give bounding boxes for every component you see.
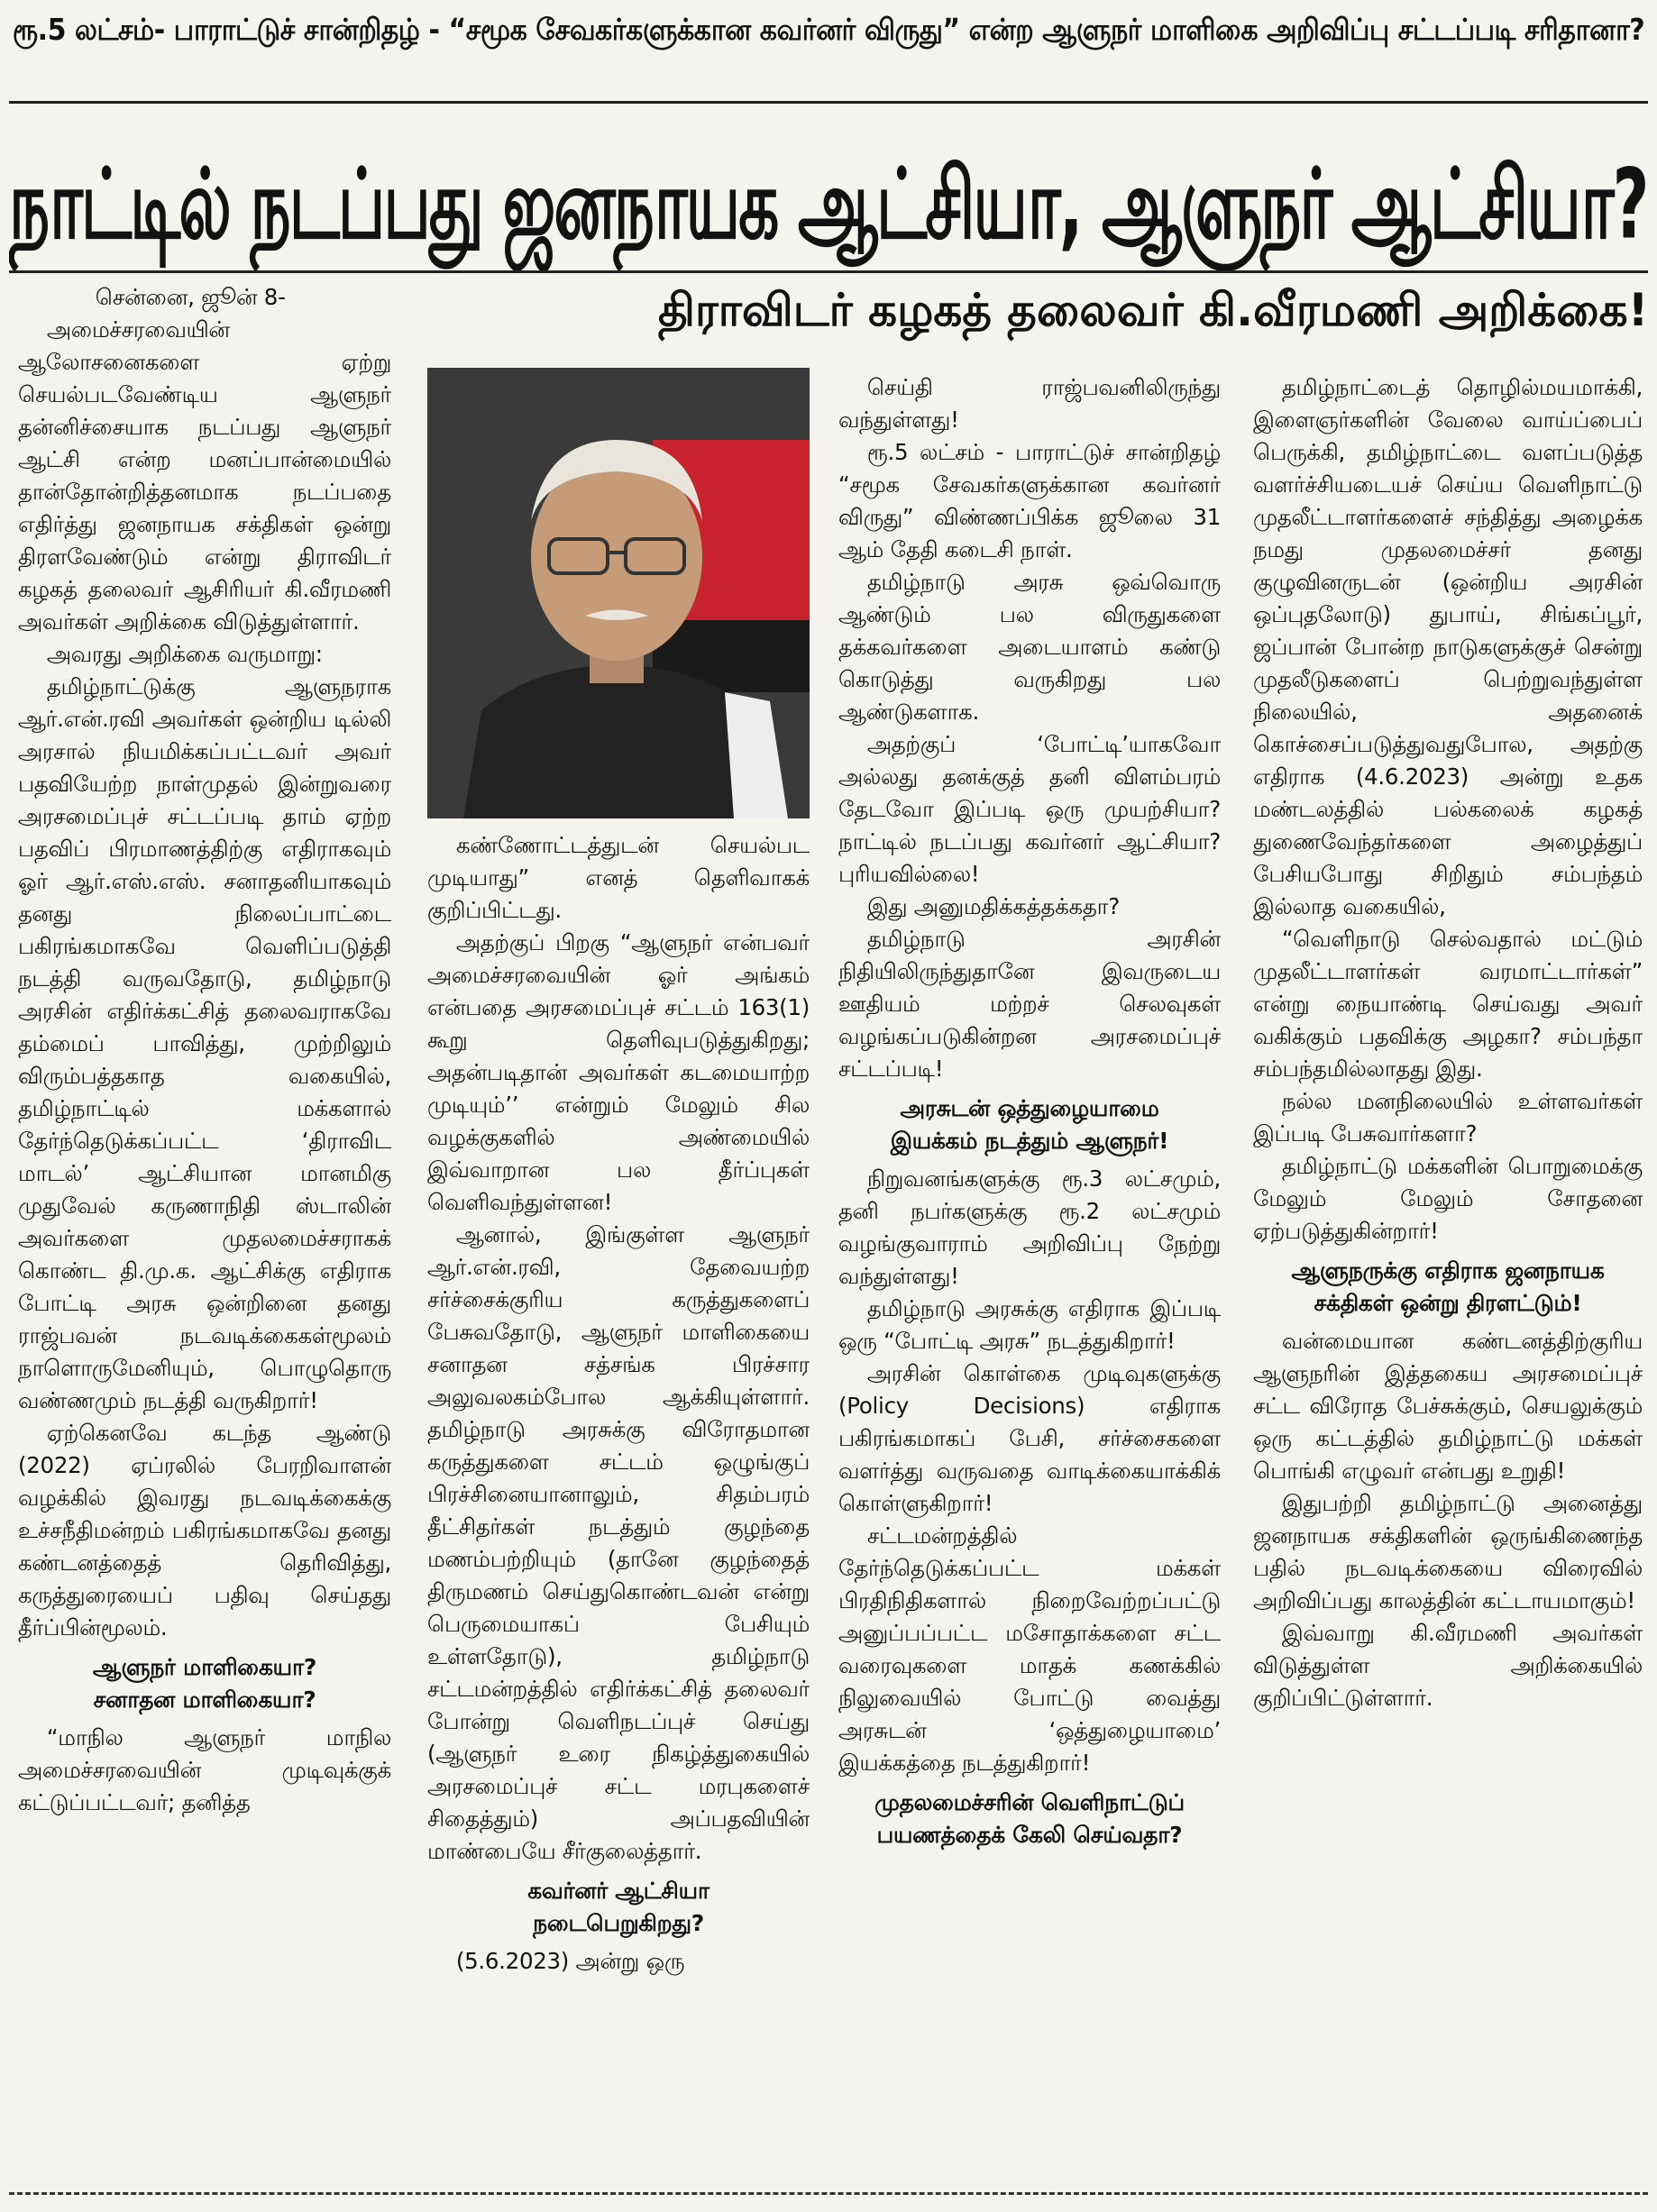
paragraph: செய்தி ராஜ்பவனிலிருந்து வந்துள்ளது! — [838, 374, 1221, 433]
paragraph: அமைச்சரவையின் ஆலோசனைகளை ஏற்று செயல்படவேண்டிய ஆளுநர் தன்னிச்சையாக நடப்பது ஆளுநர் ஆட்சி என்ற மனப்பான்மையில் தான்தோன்றித்தனமாக நடப்பதை எதிர்த்து ஜனநாயக சக்திகள் ஒன்று திரளவேண்டும் என்று திராவிடர் கழகத் தலைவர் ஆசிரியர் கி.வீரமணி அவர்கள் அறிக்கை விடுத்துள்ளார். — [18, 316, 391, 635]
paragraph: இதுபற்றி தமிழ்நாட்டு அனைத்து ஜனநாயக சக்திகளின் ஒருங்கிணைந்த பதில் நடவடிக்கையை விரைவில் அறிவிப்பது காலத்தின் கட்டாயமாகும்! — [1253, 1490, 1643, 1613]
main-headline: நாட்டில் நடப்பது ஜனநாயக ஆட்சியா, ஆளுநர் ஆட்சியா? — [9, 148, 1648, 261]
dateline: சென்னை, ஜூன் 8- — [95, 284, 286, 310]
subheading-line: சக்திகள் ஒன்று திரளட்டும்! — [1314, 1290, 1582, 1316]
subheading-line: முதலமைச்சரின் வெளிநாட்டுப் — [874, 1789, 1185, 1815]
paragraph: தமிழ்நாட்டு மக்களின் பொறுமைக்கு மேலும் மேலும் சோதனை ஏற்படுத்துகின்றார்! — [1253, 1153, 1643, 1244]
subheading-line: கவர்னர் ஆட்சியா — [527, 1878, 709, 1904]
paragraph: அரசின் கொள்கை முடிவுகளுக்கு (Policy Decisions) எதிராக பகிரங்கமாகப் பேசி, சர்ச்சைகளை வளர்த்து வருவதை வாடிக்கையாக்கிக் கொள்ளுகிறார்! — [838, 1360, 1221, 1516]
paragraph: தமிழ்நாடு அரசு ஒவ்வொரு ஆண்டும் பல விருதுகளை தக்கவர்களை அடையாளம் கண்டு கொடுத்து வருகிறது பல ஆண்டுகளாக. — [838, 569, 1221, 725]
section-subheading — [427, 1875, 810, 1940]
paragraph: சட்டமன்றத்தில் தேர்ந்தெடுக்கப்பட்ட மக்கள் பிரதிநிதிகளால் நிறைவேற்றப்பட்டு அனுப்பப்பட்ட மசோதாக்களை சட்ட வரைவுகளை மாதக் கணக்கில் நிலுவையில் போட்டு வைத்து அரசுடன் ‘ஒத்துழையாமை’ இயக்கத்தை நடத்துகிறார்! — [838, 1522, 1221, 1776]
subheading-line: ஆளுநருக்கு எதிராக ஜனநாயக — [1291, 1257, 1605, 1284]
section-subheading — [838, 1092, 1221, 1157]
paragraph: இது அனுமதிக்கத்தக்கதா? — [866, 893, 1121, 919]
paragraph: அவரது அறிக்கை வருமாறு: — [46, 641, 323, 667]
article-column-3 — [838, 371, 1221, 2183]
subheading-line: இயக்கம் நடத்தும் ஆளுநர்! — [890, 1128, 1169, 1154]
section-subheading — [18, 1651, 391, 1716]
paragraph: அதற்குப் ‘போட்டி’யாகவோ அல்லது தனக்குத் தனி விளம்பரம் தேடவோ இப்படி ஒரு முயற்சியா? நாட்டில் நடப்பது கவர்னர் ஆட்சியா? புரியவில்லை! — [838, 731, 1221, 887]
article-column-1 — [18, 281, 391, 2183]
paragraph: (5.6.2023) அன்று ஒரு — [455, 1948, 685, 1974]
portrait-illustration — [427, 368, 810, 818]
paragraph: ஆனால், இங்குள்ள ஆளுநர் ஆர்.என்.ரவி, தேவையற்ற சர்ச்சைக்குரிய கருத்துகளைப் பேசுவதோடு, ஆளுநர் மாளிகையை சனாதன சத்சங்க பிரச்சார அலுவலகம்போல ஆக்கியுள்ளார். தமிழ்நாடு அரசுக்கு விரோதமான கருத்துகளை சட்டம் ஒழுங்குப் பிரச்சினையானாலும், சிதம்பரம் தீட்சிதர்கள் நடத்தும் குழந்தை மணம்பற்றியும் (தானே குழந்தைத் திருமணம் செய்துகொண்டவன் என்று பெருமையாகப் பேசியும் உள்ளதோடு), தமிழ்நாடு சட்டமன்றத்தில் எதிர்க்கட்சித் தலைவர் போன்று வெளிநடப்புச் செய்து (ஆளுநர் உரை நிகழ்த்துகையில் அரசமைப்புச் சட்ட மரபுகளைச் சிதைத்தும்) அப்பதவியின் மாண்பையே சீர்குலைத்தார். — [427, 1221, 810, 1864]
subheading-line: அரசுடன் ஒத்துழையாமை — [900, 1095, 1159, 1121]
kicker-headline: ரூ.5 லட்சம்- பாராட்டுச் சான்றிதழ் - “சமூக சேவகர்களுக்கான கவர்னர் விருது” என்ற ஆளுநர் மாளிகை அறிவிப்பு சட்டப்படி சரிதானா? — [13, 12, 1645, 47]
paragraph: வன்மையான கண்டனத்திற்குரிய ஆளுநரின் இத்தகைய அரசமைப்புச் சட்ட விரோத பேச்சுக்கும், செயலுக்கும் ஒரு கட்டத்தில் தமிழ்நாட்டு மக்கள் பொங்கி எழுவர் என்பது உறுதி! — [1253, 1328, 1643, 1484]
paragraph: அதற்குப் பிறகு “ஆளுநர் என்பவர் அமைச்சரவையின் ஓர் அங்கம் என்பதை அரசமைப்புச் சட்டம் 163(1) கூறு தெளிவுபடுத்துகிறது; அதன்படிதான் அவர்கள் கடமையாற்ற முடியும்’’ என்றும் மேலும் சில வழக்குகளில் அண்மையில் இவ்வாறான பல தீர்ப்புகள் வெளிவந்துள்ளன! — [427, 929, 810, 1215]
subheading-line: ஆளுநர் மாளிகையா? — [92, 1654, 317, 1680]
paragraph: நிறுவனங்களுக்கு ரூ.3 லட்சமும், தனி நபர்களுக்கு ரூ.2 லட்சமும் வழங்குவாராம் அறிவிப்பு நேற்று வந்துள்ளது! — [838, 1165, 1221, 1289]
paragraph: “மாநில ஆளுநர் மாநில அமைச்சரவையின் முடிவுக்குக் கட்டுப்பட்டவர்; தனித்த — [18, 1724, 391, 1815]
paragraph: நல்ல மனநிலையில் உள்ளவர்கள் இப்படி பேசுவார்களா? — [1253, 1088, 1643, 1147]
article-column-2 — [427, 829, 810, 2181]
subheading-line: பயணத்தைக் கேலி செய்வதா? — [876, 1822, 1183, 1848]
portrait-photo — [427, 368, 810, 818]
subheading-line: சனாதன மாளிகையா? — [93, 1686, 316, 1713]
bottom-dashed-rule — [9, 2192, 1648, 2195]
paragraph: கண்ணோட்டத்துடன் செயல்பட முடியாது” எனத் தெளிவாகக் குறிப்பிட்டது. — [427, 832, 810, 923]
paragraph: ஏற்கெனவே கடந்த ஆண்டு (2022) ஏப்ரலில் பேரறிவாளன் வழக்கில் இவரது நடவடிக்கைக்கு உச்சநீதிமன்றம் பகிரங்கமாகவே தனது கண்டனத்தைத் தெரிவித்து, கருத்துரையைப் பதிவு செய்தது தீர்ப்பின்மூலம். — [18, 1420, 391, 1641]
section-subheading — [1253, 1255, 1643, 1320]
paragraph: தமிழ்நாட்டைத் தொழில்மயமாக்கி, இளைஞர்களின் வேலை வாய்ப்பைப் பெருக்கி, தமிழ்நாட்டை வளப்படுத்த வளர்ச்சியடையச் செய்ய வெளிநாட்டு முதலீட்டாளர்களைச் சந்தித்து அழைக்க நமது முதலமைச்சர் தனது குழுவினருடன் (ஒன்றிய அரசின் ஒப்புதலோடு) துபாய், சிங்கப்பூர், ஜப்பான் போன்ற நாடுகளுக்குச் சென்று முதலீடுகளைப் பெற்றுவந்துள்ள நிலையில், அதனைக் கொச்சைப்படுத்துவதுபோல, அதற்கு எதிராக (4.6.2023) அன்று உதக மண்டலத்தில் பல்கலைக் கழகத் துணைவேந்தர்களை அழைத்துப் பேசியபோது சிறிதும் சம்பந்தம் இல்லாத வகையில், — [1253, 374, 1643, 919]
paragraph: தமிழ்நாட்டுக்கு ஆளுநராக ஆர்.என்.ரவி அவர்கள் ஒன்றிய டில்லி அரசால் நியமிக்கப்பட்டவர் அவர் பதவியேற்ற நாள்முதல் இன்றுவரை அரசமைப்புச் சட்டப்படி தாம் ஏற்ற பதவிப் பிரமாணத்திற்கு எதிராகவும் ஓர் ஆர்.எஸ்.எஸ். சனாதனியாகவும் தனது நிலைப்பாட்டை பகிரங்கமாகவே வெளிப்படுத்தி நடத்தி வருவதோடு, தமிழ்நாடு அரசின் எதிர்க்கட்சித் தலைவராகவே தம்மைப் பாவித்து, முற்றிலும் விரும்பத்தகாத வகையில், தமிழ்நாட்டில் மக்களால் தேர்ந்தெடுக்கப்பட்ட ‘திராவிட மாடல்’ ஆட்சியான மானமிகு முதுவேல் கருணாநிதி ஸ்டாலின் அவர்களை முதலமைச்சராகக் கொண்ட தி.மு.க. ஆட்சிக்கு எதிராக போட்டி அரசு ஒன்றினை தனது ராஜ்பவன் நடவடிக்கைகள்மூலம் நாளொருமேனியும், பொழுதொரு வண்ணமும் நடத்தி வருகிறார்! — [18, 673, 391, 1413]
paragraph: ரூ.5 லட்சம் - பாராட்டுச் சான்றிதழ் “சமூக சேவகர்களுக்கான கவர்னர் விருது” விண்ணப்பிக்க ஜூலை 31 ஆம் தேதி கடைசி நாள். — [838, 439, 1221, 562]
paragraph: தமிழ்நாடு அரசுக்கு எதிராக இப்படி ஒரு “போட்டி அரசு” நடத்துகிறார்! — [838, 1295, 1221, 1354]
section-subheading — [838, 1787, 1221, 1851]
statement-subheadline: திராவிடர் கழகத் தலைவர் கி.வீரமணி அறிக்கை! — [658, 284, 1649, 336]
paragraph: “வெளிநாடு செல்வதால் மட்டும் முதலீட்டாளர்கள் வரமாட்டார்கள்” என்று நையாண்டி செய்வது அவர் வகிக்கும் பதவிக்கு அழகா? சம்பந்தா சம்பந்தமில்லாதது இது. — [1253, 926, 1643, 1082]
headline-rule — [9, 270, 1648, 273]
article-column-4 — [1253, 371, 1643, 2183]
subheading-line: நடைபெறுகிறது? — [533, 1910, 704, 1936]
paragraph: இவ்வாறு கி.வீரமணி அவர்கள் விடுத்துள்ள அறிக்கையில் குறிப்பிட்டுள்ளார். — [1253, 1620, 1643, 1711]
top-rule — [9, 101, 1648, 104]
paragraph: தமிழ்நாடு அரசின் நிதியிலிருந்துதானே இவருடைய ஊதியம் மற்றச் செலவுகள் வழங்கப்படுகின்றன அரசமைப்புச் சட்டப்படி! — [838, 926, 1221, 1082]
